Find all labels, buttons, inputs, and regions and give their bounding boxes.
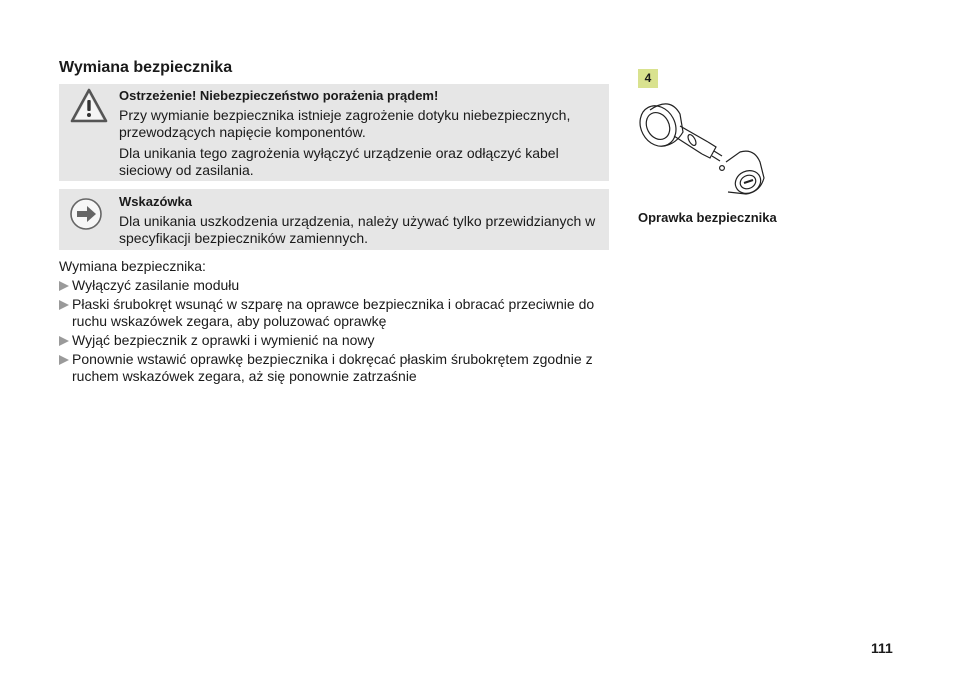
warning-heading: Ostrzeżenie! Niebezpieczeństwo porażenia prądem! [119, 88, 439, 103]
figure-caption: Oprawka bezpiecznika [638, 210, 777, 225]
warning-text: Przy wymianie bezpiecznika istnieje zagrożenie dotyku niebezpiecznych, przewodzących napięcie komponentów. [119, 107, 571, 140]
bullet-arrow-icon [59, 355, 69, 365]
page-number: 111 [871, 640, 893, 656]
warning-instruction: Dla unikania tego zagrożenia wyłączyć urządzenie oraz odłączyć kabel sieciowy od zasilania. [119, 145, 559, 178]
section-title: Wymiana bezpiecznika [59, 59, 233, 76]
fuse-holder-illustration [636, 96, 776, 211]
arrow-right-circle-icon [69, 197, 103, 236]
procedure-steps [59, 277, 615, 387]
figure-number-badge: 4 [638, 69, 658, 88]
procedure-intro: Wymiana bezpiecznika: [59, 258, 206, 274]
list-item: Płaski śrubokręt wsunąć w szparę na oprawce bezpiecznika i obracać przeciwnie do ruchu wskazówek zegara, aby poluzować oprawkę [59, 296, 615, 330]
list-item: Wyjąć bezpiecznik z oprawki i wymienić na nowy [59, 332, 615, 349]
warning-box [59, 84, 609, 181]
warning-triangle-icon [69, 87, 109, 130]
list-item: Wyłączyć zasilanie modułu [59, 277, 615, 294]
note-box [59, 189, 609, 250]
note-text: Dla unikania uszkodzenia urządzenia, należy używać tylko przewidzianych w specyfikacji bezpieczników zamiennych. [119, 213, 596, 246]
list-item: Ponownie wstawić oprawkę bezpiecznika i dokręcać płaskim śrubokrętem zgodnie z ruchem wskazówek zegara, aż się ponownie zatrzaśnie [59, 351, 615, 385]
note-heading: Wskazówka [119, 194, 192, 209]
bullet-arrow-icon [59, 336, 69, 346]
bullet-arrow-icon [59, 300, 69, 310]
bullet-arrow-icon [59, 281, 69, 291]
